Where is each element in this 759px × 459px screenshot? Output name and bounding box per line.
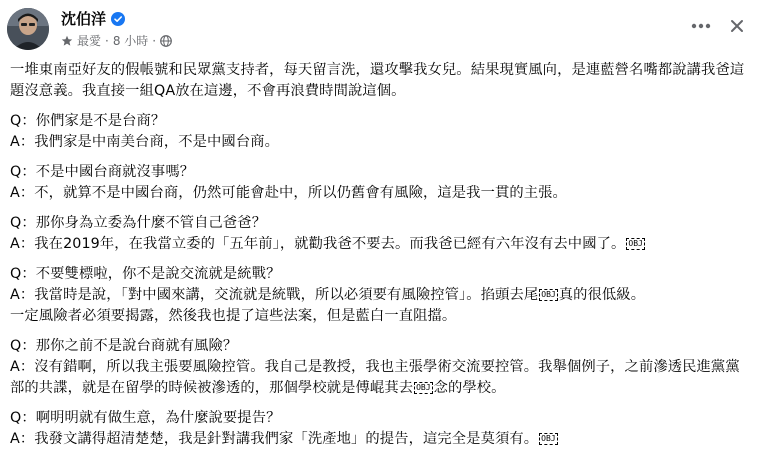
star-icon [61,35,73,47]
qa-question: Q：不要雙標啦，你不是說交流就是統戰？ [10,266,281,282]
qa-answer: A：不，就算不是中國台商，仍然可能會赴中，所以仍舊會有風險，這是我一貫的主張。 [10,185,567,201]
qa-answer [10,357,752,399]
qa-question: Q：啊明明就有做生意，為什麼說要提告？ [10,410,281,426]
verified-badge-icon [111,12,125,26]
post-header [0,0,759,58]
qa-answer [10,429,752,450]
post-timestamp[interactable]: 8 小時 [112,34,149,48]
avatar-photo [7,8,49,50]
qa-question: Q：那你身為立委為什麼不管自己爸爸？ [10,215,267,231]
qa-answer-text: A：沒有錯啊，所以我主張要風險控管。我自己是教授，我也主張學術交流要控管。我舉個例子，之前滲透民進黨黨部的共諜，就是在留學的時候被滲透的，那個學校就是傅崐萁去 [10,359,740,396]
post-meta [61,33,172,49]
favorite-label: 最愛 [77,34,102,48]
qa-answer-text: A：我發文講得超清楚楚，我是針對講我們家「洗產地」的提告，這完全是莫須有。 [10,431,539,447]
object-replacement-glyph: OBJ [541,434,556,443]
close-icon [730,19,744,33]
qa-question: Q：你們家是不是台商？ [10,113,166,129]
qa-answer-text: A：我當時是說，「對中國來講，交流就是統戰，所以必須要有風險控管」。掐頭去尾 [10,287,539,303]
qa-answer-continued: 一定風險者必須要揭露，然後我也提了這些法案，但是藍白一直阻擋。 [10,308,457,324]
meta-separator: · [152,34,157,48]
post-intro: 一堆東南亞好友的假帳號和民眾黨支持者，每天留言洗，還攻擊我女兒。結果現實風向，是連藍營名嘴都說講我爸這題沒意義。我直接一組QA放在這邊，不會再浪費時間說這個。 [10,62,745,99]
close-button[interactable] [719,8,755,44]
object-replacement-glyph: OBJ [628,239,643,248]
more-options-button[interactable] [683,8,719,44]
qa-answer [10,285,752,306]
qa-answer-text: A：我在2019年，在我當立委的「五年前」，就勸我爸不要去。而我爸已經有六年沒有去中國了。 [10,236,626,252]
author-name[interactable]: 沈伯洋 [61,10,107,28]
more-dots-icon [691,23,711,29]
qa-answer [10,234,752,255]
object-replacement-glyph: OBJ [541,290,556,299]
qa-question: Q：那你之前不是說台商就有風險？ [10,338,238,354]
globe-icon[interactable] [160,35,172,47]
qa-question: Q：不是中國台商就沒事嗎？ [10,164,195,180]
qa-answer-text: 念的學校。 [433,380,506,396]
object-replacement-glyph: OBJ [416,383,431,392]
author-line [61,9,125,29]
post-text [10,60,752,450]
qa-answer: A：我們家是中南美台商，不是中國台商。 [10,134,280,150]
qa-answer-text: 真的很低級。 [558,287,646,303]
avatar[interactable] [7,8,49,50]
meta-separator: · [105,34,109,48]
